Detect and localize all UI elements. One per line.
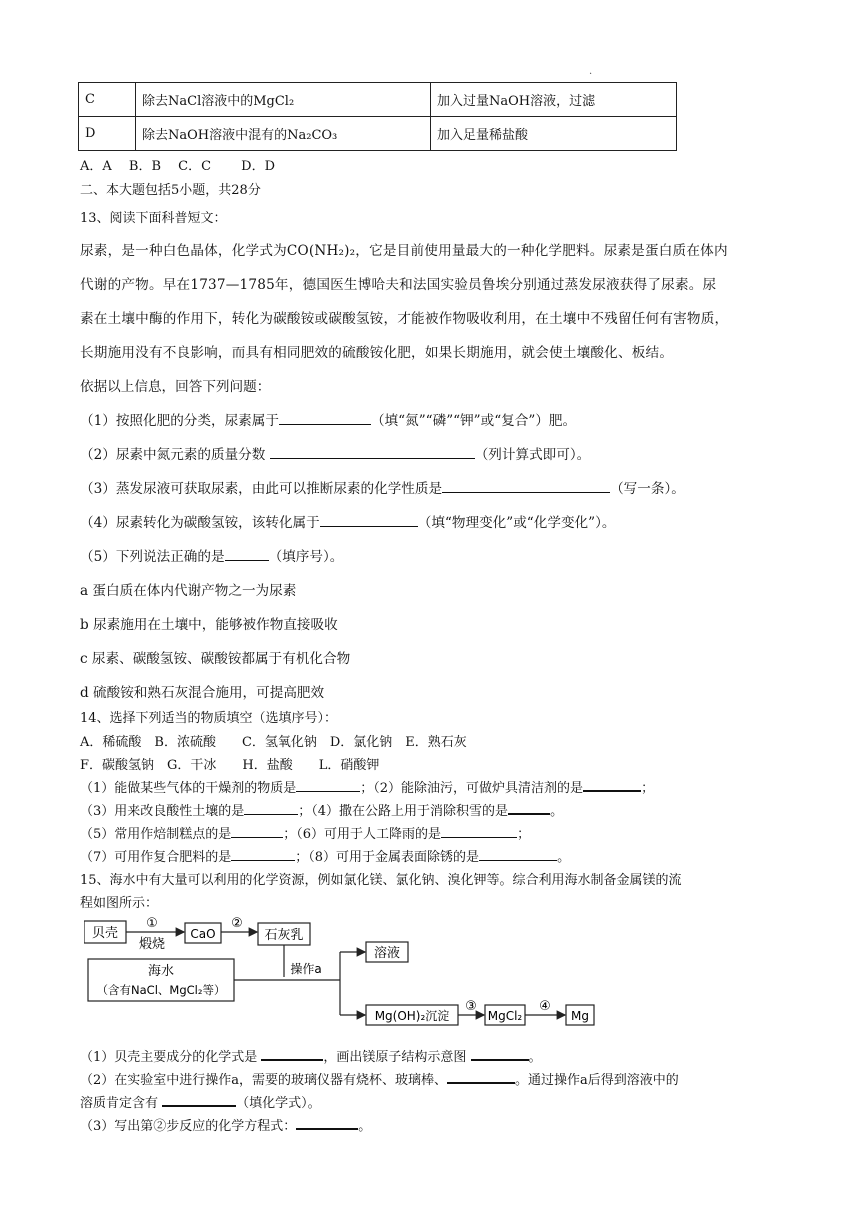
seawater-note: （含有NaCl、MgCl₂等） [96,983,226,997]
row-method: 加入足量稀盐酸 [431,117,677,151]
step-1-marker: ① [146,916,158,931]
item-text: （2）在实验室中进行操作a，需要的玻璃仪器有烧杯、玻璃棒、 [80,1073,448,1088]
answer-blank[interactable] [162,1093,236,1107]
answer-blank[interactable] [296,1116,358,1130]
item-text: （3）蒸发尿液可获取尿素，由此可以推断尿素的化学性质是 [80,481,443,497]
item-text: ，画出镁原子结构示意图 [323,1050,471,1065]
solution-label: 溶液 [373,946,401,961]
row-text: ；（4）撒在公路上用于消除积雪的是 [298,804,509,819]
row-method: 加入过量NaOH溶液，过滤 [431,83,677,117]
limemilk-label: 石灰乳 [264,928,304,943]
q15-item-2 [80,1069,679,1088]
q14-row-4 [80,846,570,865]
shell-label: 贝壳 [91,926,119,941]
item-text: 。通过操作a后得到溶液中的 [515,1073,679,1088]
table-row [79,117,677,151]
answer-blank[interactable] [244,802,298,815]
item-text: （3）写出第②步反应的化学方程式： [80,1119,297,1134]
q13-paragraph-line: 尿素，是一种白色晶体，化学式为CO(NH₂)₂，它是目前使用量最大的一种化学肥料。尿素是蛋白质在体内 [80,243,728,259]
q15-intro-line: 15、海水中有大量可以利用的化学资源，例如氯化镁、氯化钠、溴化钾等。综合利用海水制备金属镁的流 [80,873,682,888]
q13-instruction: 依据以上信息，回答下列问题： [80,379,271,395]
item-text: （填序号）。 [268,549,344,565]
row-text: ；（8）可用于金属表面除锈的是 [295,850,480,865]
answer-blank[interactable] [261,1047,323,1061]
seawater-label: 海水 [147,964,175,979]
row-label: C [79,83,136,117]
row-text: （7）可用作复合肥料的是 [80,850,232,865]
page-mark: . [589,66,593,77]
answer-choices: A．A B．B C．C D．D [80,159,276,174]
q14-choices-line: F．碳酸氢钠 G．干冰 H．盐酸 L．硝酸钾 [80,758,380,773]
answer-blank[interactable] [441,825,517,838]
item-text: 溶质肯定含有 [80,1096,163,1111]
q13-option-b: b 尿素施用在土壤中，能够被作物直接吸收 [80,617,338,633]
item-text: （5）下列说法正确的是 [80,549,225,565]
row-text: ； [641,781,655,796]
q13-item-4 [80,511,615,531]
q13-option-d: d 硫酸铵和熟石灰混合施用，可提高肥效 [80,685,325,701]
answer-blank[interactable] [508,801,550,815]
item-text: 。 [528,1050,542,1065]
item-text: （填“氮”“磷”“钾”或“复合”）肥。 [370,413,577,429]
item-text: （1）按照化肥的分类，尿素属于 [80,413,279,429]
q14-choices-line: A．稀硫酸 B．浓硫酸 C．氢氧化钠 D．氯化钠 E．熟石灰 [80,735,467,750]
table-row [79,83,677,117]
answer-blank[interactable] [479,848,557,861]
q13-item-2 [80,443,590,463]
q13-title: 13、阅读下面科普短文： [80,211,227,226]
step-2-marker: ② [231,916,243,931]
row-goal: 除去NaCl溶液中的MgCl₂ [136,83,431,117]
answer-blank[interactable] [320,514,418,527]
answer-blank[interactable] [231,848,295,861]
row-label: D [79,117,136,151]
mgcl2-label: MgCl₂ [487,1009,523,1023]
calcine-label: 煅烧 [138,937,166,952]
options-table [78,82,677,151]
answer-blank[interactable] [231,825,283,838]
answer-blank[interactable] [279,412,371,425]
q13-option-c: c 尿素、碳酸氢铵、碳酸铵都属于有机化合物 [80,651,351,667]
q13-item-1 [80,409,576,429]
cao-label: CaO [190,927,216,941]
q15-item-1 [80,1046,542,1065]
row-text: （5）常用作焙制糕点的是 [80,827,232,842]
item-text: （2）尿素中氮元素的质量分数 [80,447,270,463]
q15-item-2-cont [80,1092,321,1111]
row-text: 。 [557,850,571,865]
item-text: （写一条）。 [610,481,685,497]
row-text: ；（6）可用于人工降雨的是 [283,827,442,842]
q13-item-5 [80,545,343,565]
answer-blank[interactable] [296,779,360,792]
q13-item-3 [80,477,685,497]
q14-row-2 [80,800,563,819]
row-text: ； [517,827,531,842]
item-text: （填“物理变化”或“化学变化”）。 [417,515,616,531]
answer-blank[interactable] [442,480,610,493]
q15-intro-line: 程如图所示： [80,896,159,911]
item-text: （列计算式即可）。 [474,447,591,463]
row-goal: 除去NaOH溶液中混有的Na₂CO₃ [136,117,431,151]
q14-title: 14、选择下列适当的物质填空（选填序号）： [80,711,338,726]
q14-row-3 [80,823,530,842]
operation-a-label: 操作a [290,962,322,976]
step-3-marker: ③ [465,999,477,1014]
row-text: （3）用来改良酸性土壤的是 [80,804,245,819]
answer-blank[interactable] [471,1047,529,1061]
section-heading: 二、本大题包括5小题，共28分 [80,183,261,198]
answer-blank[interactable] [225,548,269,561]
answer-blank[interactable] [447,1070,515,1084]
mg-label: Mg [571,1009,589,1023]
q14-row-1 [80,777,654,796]
item-text: （填化学式）。 [236,1096,321,1111]
step-4-marker: ④ [539,999,551,1014]
row-text: （1）能做某些气体的干燥剂的物质是 [80,781,297,796]
answer-blank[interactable] [583,778,641,792]
item-text: （4）尿素转化为碳酸氢铵，该转化属于 [80,515,320,531]
row-text: 。 [550,804,564,819]
item-text: 。 [358,1119,372,1134]
item-text: （1）贝壳主要成分的化学式是 [80,1050,262,1065]
answer-blank[interactable] [270,446,475,459]
q15-item-3 [80,1115,371,1134]
magnesium-flow-diagram [84,915,604,1035]
q13-paragraph-line: 代谢的产物。早在1737—1785年，德国医生博哈夫和法国实验员鲁埃分别通过蒸发尿液获得了尿素。尿 [80,277,717,293]
q13-option-a: a 蛋白质在体内代谢产物之一为尿素 [80,583,297,599]
precipitate-label: Mg(OH)₂沉淀 [374,1009,450,1023]
row-text: ；（2）能除油污，可做炉具清洁剂的是 [360,781,584,796]
q13-paragraph-line: 长期施用没有不良影响，而具有相同肥效的硫酸铵化肥，如果长期施用，就会使土壤酸化、板结。 [80,345,674,361]
q13-paragraph-line: 素在土壤中酶的作用下，转化为碳酸铵或碳酸氢铵，才能被作物吸收利用，在土壤中不残留任何有害物质， [80,311,729,327]
